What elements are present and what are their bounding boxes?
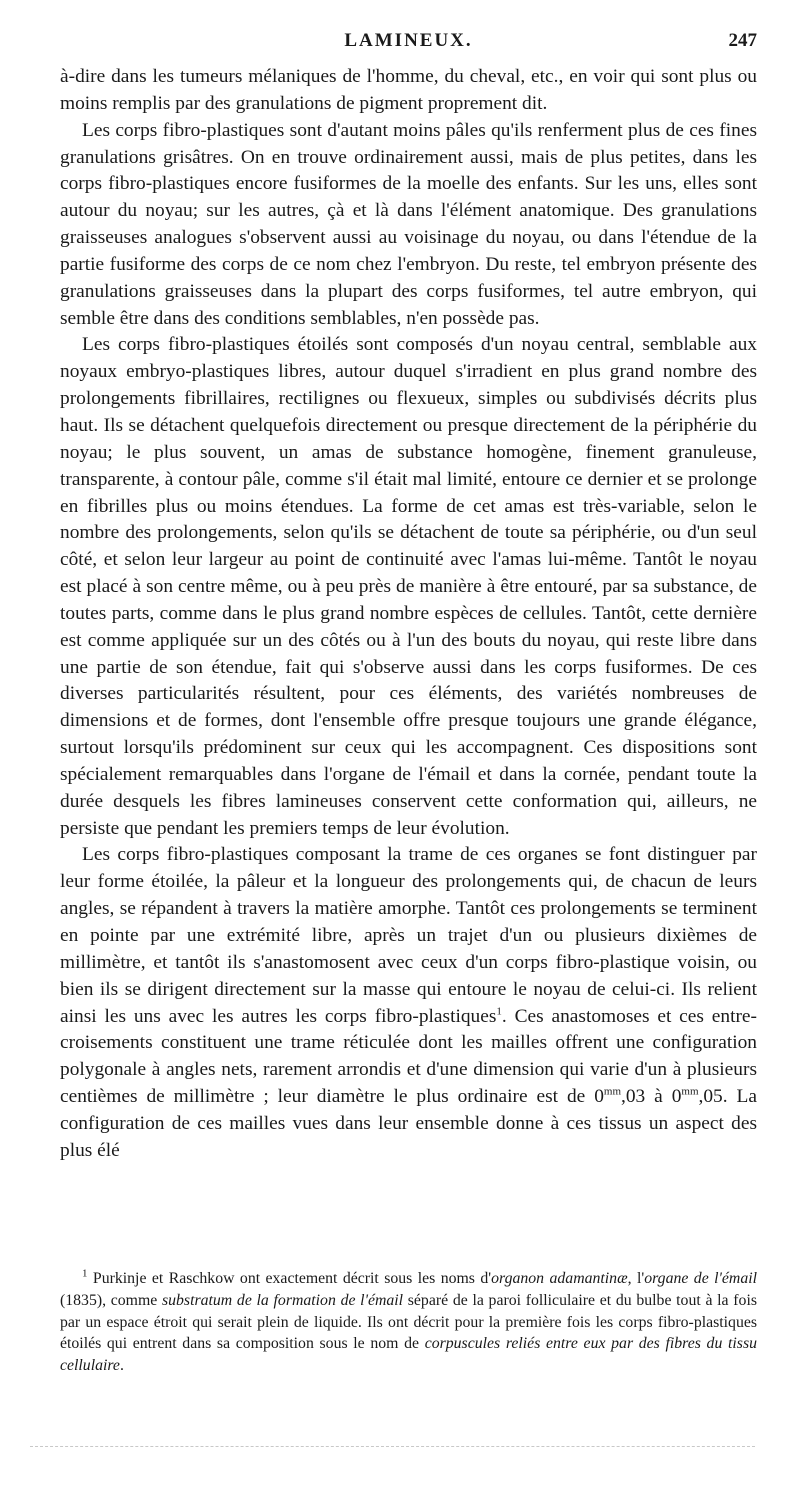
paragraph-4 [60, 842, 757, 1164]
unit-mm: mm [681, 1085, 699, 1098]
paragraph-3: Les corps fibro-plastiques étoilés sont composés d'un noyau central, semblable aux noyaux embryo-plastiques libres, autour duquel s'irradient en plus grand nombre des prolongements fibrillaires, rectilignes ou flexueux, simples ou subdivisés décrits plus haut. Ils se détachent quelquefois directement ou presque directement de la périphérie du noyau; le plus souvent, un amas de substance homogène, finement granuleuse, transparente, à contour pâle, comme s'il était mal limité, entoure ce dernier et se prolonge en fibrilles plus ou moins étendues. La forme de cet amas est très-variable, selon le nombre des prolongements, selon qu'ils se détachent de toute sa périphérie, ou d'un seul côté, et selon leur largeur au point de continuité avec l'amas lui-même. Tantôt le noyau est placé à son centre même, ou à peu près de manière à être entouré, par sa substance, de toutes parts, comme dans le plus grand nombre espèces de cellules. Tantôt, cette dernière est comme appliquée sur un des côtés ou à l'un des bouts du noyau, qui reste libre dans une partie de son étendue, fait qui s'observe aussi dans les corps fusiformes. De ces diverses particularités résultent, pour ces éléments, des variétés nombreuses de dimensions et de formes, dont l'ensemble offre presque toujours une grande élégance, surtout lorsqu'ils prédominent sur ceux qui les accompagnent. Ces dispositions sont spécialement remarquables dans l'organe de l'émail et dans la cornée, pendant toute la durée desquels les fibres lamineuses conservent cette conformation qui, ailleurs, ne persiste que pendant les premiers temps de leur évolution. [60, 334, 757, 839]
paragraph-4-middle: . Ces anastomoses et ces entre-croisements constituent une trame réticulée dont les mailles offrent une configuration polygonale à angles nets, rarement arrondis et d'une dimension qui varie d'un à plusieurs centièmes de millimètre ; leur diamètre le plus ordinaire est de 0 [60, 1005, 757, 1108]
footnote-text: , l' [627, 1270, 645, 1287]
body-text [60, 64, 757, 1165]
footnote-text: séparé de la paroi folliculaire et du bulbe tout à la fois par un espace étroit qui serait plein de liquide. Ils ont décrit pour la première fois les corps fibro-plastiques étoilés qui entrent dans sa composition sous le nom de [60, 1291, 757, 1353]
footnote-area [60, 1268, 757, 1377]
paragraph-4-end: ,05. La configuration de ces mailles vues dans leur ensemble donne à ces tissus un aspect des plus élé [60, 1086, 757, 1161]
measure-mid: ,03 à 0 [621, 1086, 682, 1108]
running-head [60, 30, 757, 58]
paragraph-2: Les corps fibro-plastiques sont d'autant moins pâles qu'ils renferment plus de ces fines granulations grisâtres. On en trouve ordinairement aussi, mais de plus petites, dans les corps fibro-plastiques encore fusiformes de la moelle des enfants. Sur les uns, elles sont autour du noyau; sur les autres, çà et là dans l'élément anatomique. Des granulations graisseuses analogues s'observent aussi au voisinage du noyau, ou dans l'étendue de la partie fusiforme des corps de ce nom chez l'embryon. Du reste, tel embryon présente des granulations graisseuses dans la plupart des corps fusiformes, tel autre embryon, qui semble être dans des conditions semblables, n'en possède pas. [60, 119, 757, 329]
footnote-italic: corpuscules reliés entre eux par des fibres du tissu cellulaire [60, 1335, 757, 1375]
unit-mm: mm [603, 1085, 622, 1098]
footnote-marker: 1 [82, 1267, 88, 1280]
running-title: LAMINEUX. [344, 30, 473, 51]
footnote-text: . [119, 1357, 124, 1375]
footnote-text: (1835), comme [60, 1291, 162, 1309]
paragraph-4-start: Les corps fibro-plastiques composant la trame de ces organes se font distinguer par leur forme étoilée, la pâleur et la longueur des prolongements qui, de chacun de leurs angles, se répandent à travers la matière amorphe. Tantôt ces prolongements se terminent en pointe par une extrémité libre, après un trajet d'un ou plusieurs dixièmes de millimètre, et tantôt ils s'anastomosent avec ceux d'un corps fibro-plastique voisin, ou bien ils se dirigent directement sur la masse qui entoure le noyau de celui-ci. Ils relient ainsi les uns avec les autres les corps fibro-plastiques [60, 844, 757, 1027]
footnote-italic: organe de l'émail [644, 1270, 757, 1287]
bottom-rule [30, 1446, 755, 1447]
footnote-italic: organon adamantinæ [491, 1270, 628, 1287]
footnote-text: Purkinje et Raschkow ont exactement décrit sous les noms d' [87, 1270, 492, 1287]
footnote-reference: 1 [496, 1005, 502, 1018]
paragraph-1: à-dire dans les tumeurs mélaniques de l'homme, du cheval, etc., en voir qui sont plus ou moins remplis par des granulations de pigment proprement dit. [60, 66, 757, 114]
footnote [60, 1268, 757, 1377]
footnote-italic: substratum de la formation de l'émail [161, 1291, 404, 1309]
page-number: 247 [728, 30, 757, 51]
